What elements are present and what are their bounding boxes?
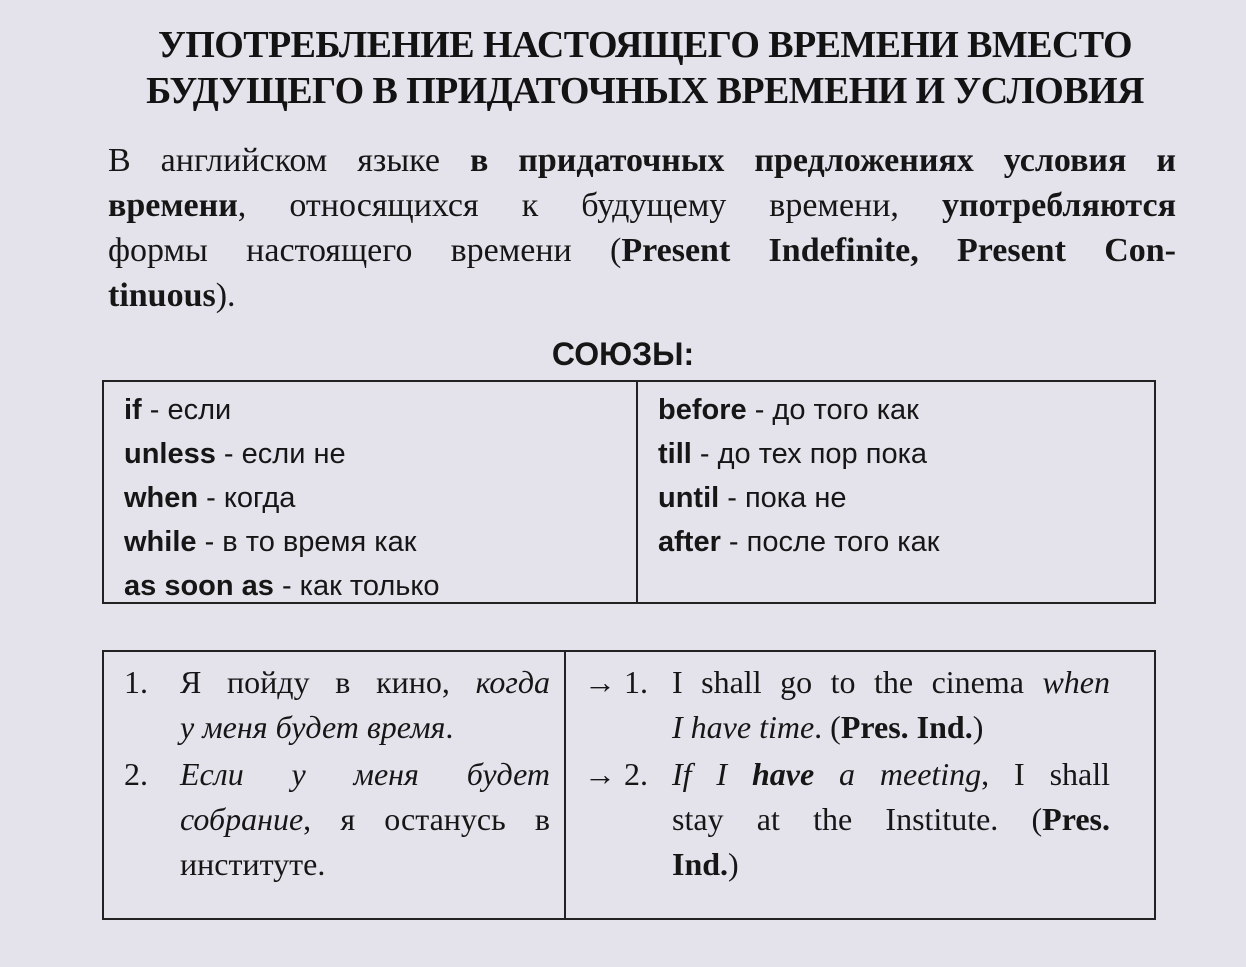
intro-line-2 [108,183,1176,228]
intro-bold-text: Present Indefinite, Present Con- [621,232,1176,269]
example-fragment: . ( [814,709,841,745]
conjunction-meaning: - если не [215,438,346,470]
english-examples-column [566,652,1154,918]
intro-text: , относящихся к будущему времени, [237,187,942,224]
conjunction-item [124,520,636,564]
conjunction-item [124,388,636,432]
example-bold-fragment: Ind. [672,846,729,882]
conjunction-meaning: - как только [273,570,440,602]
conjunction-meaning: - в то время как [196,526,417,558]
conjunction-meaning: - после того как [720,526,940,558]
example-fragment: ) [972,709,984,745]
example-italic-fragment: I have time [672,709,815,745]
example-line [672,842,1110,887]
example-fragment: ) [728,846,739,882]
page-title [100,22,1190,114]
example-line [180,752,550,797]
example-line [180,705,550,750]
intro-text: В английском языке [108,142,470,179]
example-row [104,660,564,750]
example-row [566,660,1154,750]
conjunction-meaning: - до тех пор пока [691,438,928,470]
example-row [104,752,564,887]
conjunction-item [124,564,636,608]
intro-paragraph [108,138,1176,318]
conjunction-word: after [658,526,721,558]
example-row [566,752,1154,887]
conjunction-word: as soon as [124,570,274,602]
conjunction-meaning: - пока не [719,482,847,514]
conjunction-word: if [124,394,142,426]
example-fragment: институте. [180,846,326,882]
intro-line-1 [108,138,1176,183]
intro-text: ). [215,277,236,314]
example-fragment: Я пойду в кино, [180,664,476,700]
example-italic-fragment: собрание [180,801,304,837]
intro-text: формы настоящего времени ( [108,232,622,269]
intro-bold-text: tinuous [108,277,216,314]
title-line-1: УПОТРЕБЛЕНИЕ НАСТОЯЩЕГО ВРЕМЕНИ ВМЕСТО [158,24,1132,66]
example-italic-fragment: If I [672,756,752,792]
conjunction-item [124,432,636,476]
intro-bold-text: употребляются [941,187,1176,224]
example-line [672,705,1110,750]
intro-bold-text: времени [108,187,238,224]
conjunction-meaning: - если [141,394,232,426]
conjunction-item [124,476,636,520]
intro-bold-text: в придаточных предложениях условия и [469,142,1176,179]
conjunction-meaning: - до того как [746,394,919,426]
conjunction-word: until [658,482,720,514]
conjunction-item [658,432,1154,476]
example-italic-fragment: a meeting [814,756,982,792]
example-line [672,660,1110,705]
arrow-number: → 1. [584,664,648,700]
example-italic-fragment: когда [475,664,550,700]
intro-line-3 [108,228,1176,273]
conjunction-word: when [124,482,199,514]
example-line [180,797,550,842]
example-text [180,752,564,887]
examples-table [102,650,1156,920]
example-bold-fragment: Pres. [1042,801,1110,837]
example-fragment: . [445,709,454,745]
example-text [672,752,1154,887]
conjunction-item [658,520,1154,564]
arrow-number: → 2. [584,756,648,792]
russian-examples-column [104,652,566,918]
example-italic-fragment: Если у меня будет [180,756,550,792]
example-line [180,660,550,705]
example-number: 2. [124,756,148,792]
conjunction-meaning: - когда [198,482,296,514]
example-fragment: stay at the Institute. ( [672,801,1043,837]
conjunctions-table [102,380,1156,604]
conjunctions-heading: СОЮЗЫ: [551,336,695,372]
example-line [180,842,550,887]
example-fragment: , I shall [981,756,1110,792]
example-fragment: , я останусь в [303,801,550,837]
conjunction-word: till [658,438,692,470]
conjunctions-right-column [638,382,1154,602]
conjunctions-left-column [104,382,638,602]
example-italic-fragment: у меня будет время [180,709,446,745]
conjunction-word: while [124,526,197,558]
example-text [672,660,1154,750]
example-bold-fragment: Pres. Ind. [840,709,973,745]
conjunction-item [658,388,1154,432]
example-line [672,797,1110,842]
conjunction-word: unless [124,438,216,470]
example-bold-italic-fragment: have [751,756,815,792]
example-italic-fragment: when [1042,664,1110,700]
conjunction-word: before [658,394,747,426]
example-line [672,752,1110,797]
intro-line-4 [108,273,1176,318]
example-number: 1. [124,664,148,700]
example-text [180,660,564,750]
example-fragment: I shall go to the cinema [672,664,1043,700]
title-line-2: БУДУЩЕГО В ПРИДАТОЧНЫХ ВРЕМЕНИ И УСЛОВИЯ [146,70,1144,112]
conjunction-item [658,476,1154,520]
